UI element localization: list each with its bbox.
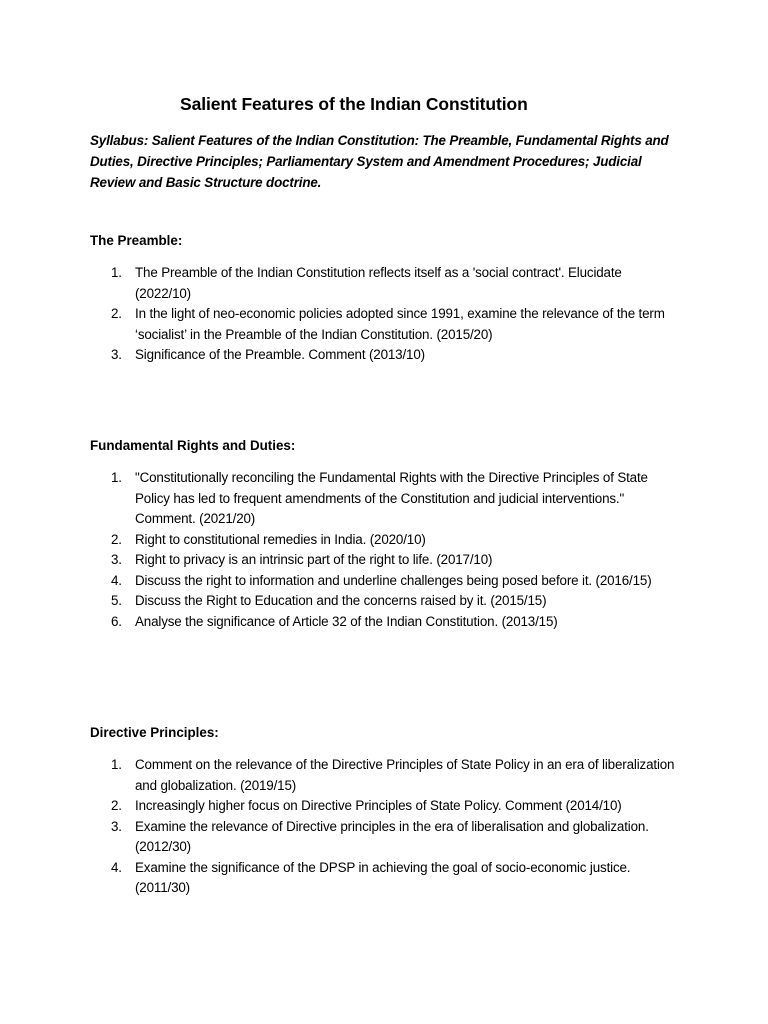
list-item bbox=[90, 468, 680, 530]
list-item bbox=[90, 796, 680, 817]
question-list-directive-principles bbox=[90, 755, 680, 899]
list-item bbox=[90, 571, 680, 592]
list-item-text: Comment on the relevance of the Directive Principles of State Policy in an era of liberalization and globalization. (2019/15) bbox=[135, 757, 675, 793]
list-item-text: Examine the relevance of Directive principles in the era of liberalisation and globalization. (2012/30) bbox=[135, 818, 649, 854]
list-item-number: 6. bbox=[111, 613, 122, 629]
list-item-number: 1. bbox=[111, 265, 122, 280]
section-heading-directive-principles: Directive Principles: bbox=[90, 725, 219, 740]
list-item-text: Examine the significance of the DPSP in achieving the goal of socio-economic justice. (2011/30) bbox=[135, 859, 631, 895]
section-heading-fundamental-rights: Fundamental Rights and Duties: bbox=[90, 438, 296, 453]
list-item-text: Discuss the right to information and underline challenges being posed before it. (2016/15) bbox=[135, 572, 652, 588]
page-title: Salient Features of the Indian Constitution bbox=[180, 94, 528, 114]
list-item-text: Increasingly higher focus on Directive Principles of State Policy. Comment (2014/10) bbox=[135, 798, 622, 813]
list-item-text: Right to privacy is an intrinsic part of the right to life. (2017/10) bbox=[135, 552, 493, 567]
list-item bbox=[90, 263, 680, 304]
question-list-preamble bbox=[90, 263, 680, 366]
list-item-number: 1. bbox=[111, 757, 122, 772]
section-heading-preamble: The Preamble: bbox=[90, 233, 183, 248]
list-item bbox=[90, 304, 680, 345]
list-item-number: 2. bbox=[111, 306, 122, 321]
list-item bbox=[90, 755, 680, 796]
list-item-number: 3. bbox=[111, 552, 122, 567]
list-item bbox=[90, 345, 680, 366]
list-item-number: 1. bbox=[111, 470, 122, 485]
syllabus-text: Syllabus: Salient Features of the Indian Constitution: The Preamble, Fundamental Rights and Duties, Directive Principles; Parliamentary System and Amendment Procedures; Judicial Review and Basic Structure doctrine. bbox=[90, 133, 669, 190]
list-item-number: 2. bbox=[111, 798, 122, 813]
list-item-text: Discuss the Right to Education and the concerns raised by it. (2015/15) bbox=[135, 593, 547, 608]
list-item bbox=[90, 817, 680, 858]
list-item bbox=[90, 591, 680, 612]
list-item-text: The Preamble of the Indian Constitution reflects itself as a 'social contract'. Elucidate (2022/10) bbox=[135, 265, 622, 301]
list-item-number: 3. bbox=[111, 818, 122, 834]
list-item bbox=[90, 612, 680, 633]
list-item bbox=[90, 550, 680, 571]
list-item bbox=[90, 858, 680, 899]
list-item-text: Right to constitutional remedies in India. (2020/10) bbox=[135, 531, 426, 547]
list-item-text: In the light of neo-economic policies adopted since 1991, examine the relevance of the term ‘socialist’ in the Preamble of the Indian Constitution. (2015/20) bbox=[135, 306, 665, 342]
list-item-number: 4. bbox=[111, 859, 122, 875]
list-item-number: 3. bbox=[111, 347, 122, 362]
list-item-number: 2. bbox=[111, 531, 122, 547]
list-item-number: 5. bbox=[111, 593, 122, 608]
question-list-fundamental-rights bbox=[90, 468, 680, 632]
list-item bbox=[90, 530, 680, 551]
list-item-text: Significance of the Preamble. Comment (2013/10) bbox=[135, 347, 425, 362]
list-item-text: "Constitutionally reconciling the Fundamental Rights with the Directive Principles of State Policy has led to frequent amendments of the Constitution and judicial interventions." Comment. (2021/20) bbox=[135, 470, 648, 526]
list-item-text: Analyse the significance of Article 32 of the Indian Constitution. (2013/15) bbox=[135, 613, 558, 629]
list-item-number: 4. bbox=[111, 572, 122, 588]
